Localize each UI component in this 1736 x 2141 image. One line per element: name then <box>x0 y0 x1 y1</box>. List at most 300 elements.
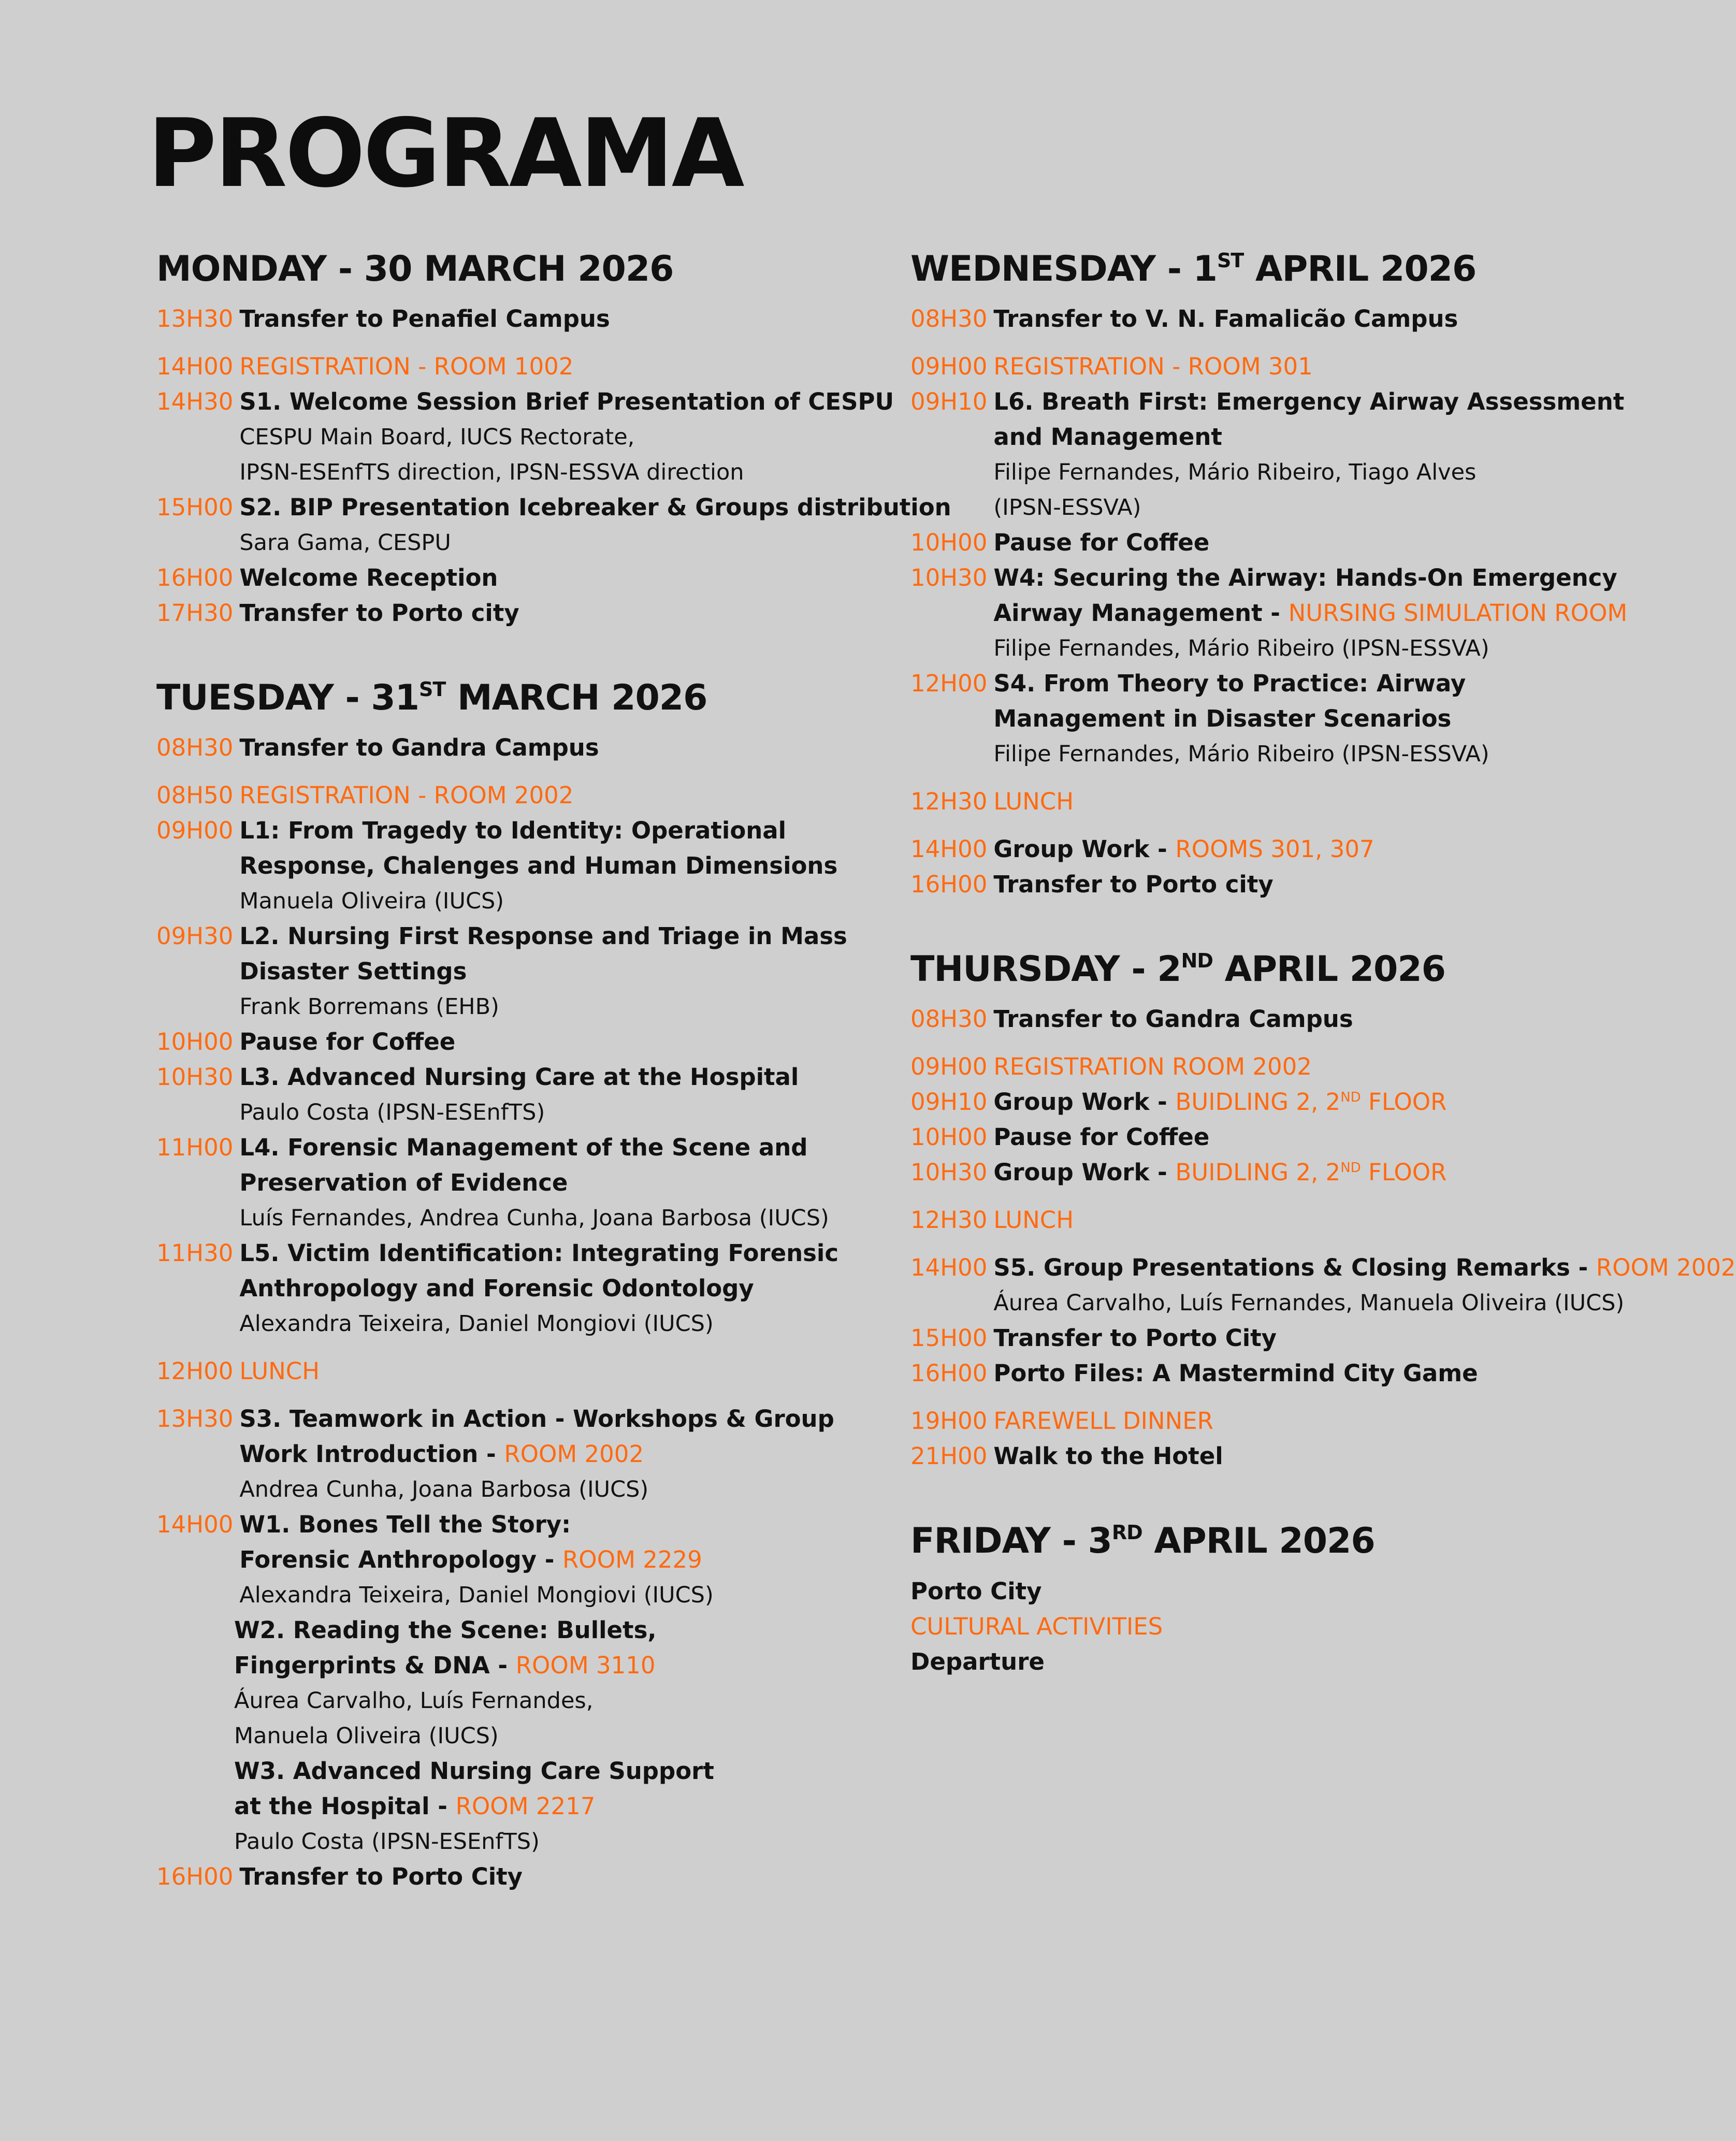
entry-body <box>993 784 1074 819</box>
entry-row <box>156 1060 830 1130</box>
speaker-line: Paulo Costa (IPSN-ESEnfTS) <box>239 1100 545 1126</box>
schedule-entry <box>910 1203 1656 1238</box>
entry-body <box>239 560 498 596</box>
entry-title-text: Transfer to Porto City <box>239 1863 523 1891</box>
entry-time: 10H30 <box>910 564 988 592</box>
speaker-line: Luís Fernandes, Andrea Cunha, Joana Barbosa (IUCS) <box>239 1205 829 1232</box>
entry-title-line <box>234 1754 714 1789</box>
entry-time: 12H00 <box>910 670 988 698</box>
entry-title-text: Porto Files: A Mastermind City Game <box>993 1359 1478 1387</box>
day-heading: FRIDAY - 3RD APRIL 2026 <box>910 1521 1375 1562</box>
entry-row <box>156 1859 830 1894</box>
entry-row <box>156 560 830 596</box>
entry-time: 12H30 <box>910 788 988 816</box>
entry-title-text: Disaster Settings <box>239 958 467 986</box>
entry-room: BUIDLING 2, 2 <box>1175 1159 1341 1187</box>
entry-room: ROOM 3110 <box>515 1652 656 1680</box>
entry-title-line <box>993 525 1209 560</box>
entry-row <box>910 832 1656 867</box>
entry-body <box>239 813 837 919</box>
entry-time: 10H00 <box>156 1028 234 1056</box>
schedule-list <box>910 301 1656 902</box>
entry-row <box>156 349 830 384</box>
entry-speakers <box>239 989 847 1024</box>
entry-title-text: Pause for Coffee <box>993 529 1210 557</box>
entry-time: 09H30 <box>156 922 234 950</box>
entry-title-line <box>239 1271 838 1306</box>
entry-row <box>156 1354 830 1389</box>
entry-title-text: Transfer to V. N. Famalicão Campus <box>993 305 1458 333</box>
entry-row <box>156 1024 830 1060</box>
entry-title-text: Transfer to Porto city <box>239 599 519 627</box>
entry-time: 10H30 <box>910 1159 988 1187</box>
day-heading: TUESDAY - 31ST MARCH 2026 <box>156 677 707 719</box>
schedule-entry <box>156 1024 830 1060</box>
entry-row <box>156 778 830 813</box>
entry-title-text: Welcome Reception <box>239 564 498 592</box>
entry-time: 12H00 <box>156 1357 234 1385</box>
entry-title-line <box>239 490 951 525</box>
entry-title-text: Fingerprints & DNA - <box>234 1652 516 1680</box>
entry-title-line <box>239 730 599 765</box>
schedule-entry <box>910 1250 1736 1321</box>
entry-time: 09H00 <box>910 1053 988 1081</box>
entry-body <box>993 1356 1478 1391</box>
entry-body <box>239 730 599 765</box>
entry-body <box>993 349 1312 384</box>
entry-time: 11H00 <box>156 1134 234 1162</box>
schedule-entry <box>156 301 830 337</box>
entry-row <box>910 349 1656 384</box>
entry-time: 14H30 <box>156 388 234 416</box>
entry-time: 09H00 <box>910 353 988 381</box>
entry-highlight: LUNCH <box>239 1357 320 1385</box>
entry-body <box>993 1404 1213 1439</box>
speaker-line: Andrea Cunha, Joana Barbosa (IUCS) <box>239 1477 649 1503</box>
entry-body <box>239 1354 320 1389</box>
day-wednesday <box>910 249 1656 902</box>
entry-title-line <box>239 560 498 596</box>
entry-body <box>993 1155 1446 1190</box>
entry-row <box>910 1049 1656 1084</box>
entry-time: 16H00 <box>910 871 988 899</box>
entry-highlight: REGISTRATION - ROOM 301 <box>993 353 1313 381</box>
schedule-entry <box>910 525 1656 560</box>
schedule-entry <box>156 778 830 813</box>
entry-title-line <box>993 301 1458 337</box>
entry-title-text: L3. Advanced Nursing Care at the Hospital <box>239 1063 799 1091</box>
entry-row <box>910 1120 1656 1155</box>
entry-time: 16H00 <box>156 1863 234 1891</box>
entry-body <box>239 1401 834 1507</box>
schedule-entry <box>910 560 1656 666</box>
entry-highlight: LUNCH <box>993 788 1074 816</box>
entry-time: 13H30 <box>156 305 234 333</box>
entry-title-line <box>234 1789 714 1824</box>
entry-row <box>910 1203 1656 1238</box>
entry-title-line <box>993 1084 1446 1120</box>
entry-room: FLOOR <box>1361 1159 1447 1187</box>
entry-highlight: REGISTRATION ROOM 2002 <box>993 1053 1312 1081</box>
schedule-entry <box>156 1354 830 1389</box>
day-heading: THURSDAY - 2ND APRIL 2026 <box>910 949 1445 990</box>
entry-title-text: L6. Breath First: Emergency Airway Assessment <box>993 388 1625 416</box>
schedule-list <box>156 730 847 1894</box>
schedule-entry <box>910 1120 1656 1155</box>
entry-title-text: Anthropology and Forensic Odontology <box>239 1275 754 1303</box>
schedule-entry <box>156 1236 839 1341</box>
entry-body <box>239 384 894 490</box>
entry-title-line <box>993 384 1624 419</box>
schedule-entry <box>910 1404 1656 1439</box>
schedule-entry <box>910 1356 1656 1391</box>
schedule-entry <box>910 666 1656 772</box>
entry-title-text: Forensic Anthropology - <box>239 1546 563 1574</box>
entry-speakers <box>993 631 1627 666</box>
entry-time: 15H00 <box>156 494 234 522</box>
entry-title-text: L2. Nursing First Response and Triage in Mass <box>239 922 847 950</box>
schedule-entry <box>910 867 1656 902</box>
entry-title-line <box>239 813 837 848</box>
entry-room: ROOM 2002 <box>1596 1254 1736 1282</box>
entry-title-text: L4. Forensic Management of the Scene and <box>239 1134 808 1162</box>
entry-row <box>910 1002 1656 1037</box>
entry-body <box>993 1084 1446 1120</box>
entry-title-line <box>993 701 1489 736</box>
entry-title-line <box>239 954 847 989</box>
entry-time: 08H50 <box>156 782 234 809</box>
day-heading: WEDNESDAY - 1ST APRIL 2026 <box>910 249 1477 290</box>
speaker-line: Filipe Fernandes, Mário Ribeiro (IPSN-ESSVA) <box>993 635 1489 662</box>
entry-time: 21H00 <box>910 1442 988 1470</box>
entry-body <box>993 867 1273 902</box>
entry-body <box>239 301 610 337</box>
entry-time: 08H30 <box>910 1005 988 1033</box>
speaker-line: (IPSN-ESSVA) <box>993 495 1141 521</box>
entry-time: 14H00 <box>910 1254 988 1282</box>
entry-title-line <box>993 596 1627 631</box>
entry-time: 16H00 <box>156 564 234 592</box>
entry-highlight: LUNCH <box>993 1206 1074 1234</box>
entry-title-line <box>239 1401 834 1437</box>
schedule-entry <box>156 730 830 765</box>
entry-body <box>234 1613 656 1754</box>
entry-body <box>239 919 847 1024</box>
entry-body <box>239 596 519 631</box>
entry-time: 16H00 <box>910 1359 988 1387</box>
entry-body <box>993 1120 1209 1155</box>
entry-title-line <box>239 1130 829 1165</box>
entry-row <box>156 813 838 919</box>
entry-title-text: W4: Securing the Airway: Hands-On Emergency <box>993 564 1617 592</box>
entry-row <box>156 1507 830 1613</box>
entry-highlight: FAREWELL DINNER <box>993 1407 1213 1435</box>
entry-title-line <box>993 832 1374 867</box>
entry-row <box>910 784 1656 819</box>
entry-speakers <box>239 884 837 919</box>
entry-speakers <box>239 1472 834 1507</box>
entry-title-line <box>239 1437 834 1472</box>
entry-title-text: L1: From Tragedy to Identity: Operational <box>239 817 787 845</box>
friday-activities: CULTURAL ACTIVITIES <box>910 1612 1163 1640</box>
entry-title-text: Management in Disaster Scenarios <box>993 705 1452 733</box>
schedule-entry <box>910 1321 1656 1356</box>
day-friday <box>910 1521 1656 1679</box>
entry-room: ROOMS 301, 307 <box>1175 835 1375 863</box>
entry-time: 10H00 <box>910 1123 988 1151</box>
schedule-entry <box>910 832 1656 867</box>
entry-title-line <box>993 1250 1735 1285</box>
entry-title-line <box>239 1060 799 1095</box>
schedule-entry <box>156 1060 830 1130</box>
entry-room-sup: ND <box>1340 1160 1361 1176</box>
entry-title-text: Transfer to Gandra Campus <box>239 734 599 762</box>
entry-title-text: Work Introduction - <box>239 1440 504 1468</box>
schedule-entry <box>156 1507 830 1613</box>
entry-title-line <box>993 1321 1277 1356</box>
schedule-entry <box>156 1859 830 1894</box>
friday-departure: Departure <box>910 1647 1045 1675</box>
entry-time: 09H00 <box>156 817 234 845</box>
entry-body <box>993 560 1627 666</box>
entry-title-line <box>993 560 1627 596</box>
entry-row <box>156 596 830 631</box>
entry-row <box>910 560 1656 666</box>
entry-time: 13H30 <box>156 1405 234 1433</box>
entry-title-text: Pause for Coffee <box>993 1123 1210 1151</box>
entry-time: 11H30 <box>156 1239 234 1267</box>
entry-room: NURSING SIMULATION ROOM <box>1288 599 1628 627</box>
entry-row <box>910 525 1656 560</box>
entry-title-text: W1. Bones Tell the Story: <box>239 1511 571 1539</box>
schedule-entry <box>156 813 838 919</box>
entry-title-text: Group Work - <box>993 1159 1176 1187</box>
entry-speakers <box>993 1285 1735 1321</box>
friday-location: Porto City <box>910 1577 1042 1605</box>
entry-row <box>156 301 830 337</box>
entry-body <box>993 1250 1735 1321</box>
entry-title-text: W2. Reading the Scene: Bullets, <box>234 1616 657 1644</box>
entry-body <box>239 1024 455 1060</box>
speaker-line: Áurea Carvalho, Luís Fernandes, <box>234 1688 594 1714</box>
entry-row <box>910 666 1656 772</box>
entry-time: 19H00 <box>910 1407 988 1435</box>
entry-highlight: REGISTRATION - ROOM 1002 <box>239 353 574 381</box>
entry-title-line <box>239 1024 455 1060</box>
schedule-entry <box>910 1002 1656 1037</box>
entry-title-text: S4. From Theory to Practice: Airway <box>993 670 1466 698</box>
entry-title-line <box>234 1648 656 1683</box>
entry-title-text: at the Hospital - <box>234 1792 456 1820</box>
entry-body <box>239 1236 838 1341</box>
schedule-entry <box>910 1439 1656 1474</box>
entry-row <box>156 384 894 490</box>
entry-body <box>993 525 1209 560</box>
entry-title-line <box>993 1120 1209 1155</box>
entry-title-text: S3. Teamwork in Action - Workshops & Group <box>239 1405 834 1433</box>
entry-body <box>239 1859 523 1894</box>
entry-title-text: Group Work - <box>993 835 1176 863</box>
entry-speakers <box>239 1306 838 1341</box>
entry-row <box>910 1439 1656 1474</box>
entry-row <box>234 1613 830 1754</box>
entry-room: ROOM 2217 <box>455 1792 596 1820</box>
entry-row <box>910 301 1656 337</box>
entry-title-line <box>239 919 847 954</box>
schedule-entry <box>910 1155 1656 1190</box>
entry-title-text: Response, Chalenges and Human Dimensions <box>239 852 838 880</box>
entry-row <box>910 1155 1656 1190</box>
entry-speakers <box>239 419 894 490</box>
entry-row <box>234 1754 830 1859</box>
schedule-entry <box>910 301 1656 337</box>
entry-title-line <box>239 301 610 337</box>
schedule-entry <box>910 384 1656 525</box>
entry-body <box>993 384 1624 525</box>
entry-body <box>234 1754 714 1859</box>
entry-room: BUIDLING 2, 2 <box>1175 1088 1341 1116</box>
entry-title-text: Transfer to Porto city <box>993 871 1274 899</box>
schedule-entry <box>156 919 847 1024</box>
entry-title-text: S5. Group Presentations & Closing Remarks - <box>993 1254 1596 1282</box>
entry-title-line <box>993 1155 1446 1190</box>
speaker-line: Paulo Costa (IPSN-ESEnfTS) <box>234 1829 540 1855</box>
entry-title-line <box>239 1542 713 1578</box>
entry-speakers <box>993 455 1624 525</box>
entry-title-text: Preservation of Evidence <box>239 1169 568 1197</box>
entry-row <box>156 1401 834 1507</box>
entry-room: ROOM 2002 <box>504 1440 644 1468</box>
entry-time: 15H00 <box>910 1324 988 1352</box>
entry-body <box>993 1002 1353 1037</box>
schedule-entry <box>156 1613 830 1754</box>
entry-body <box>993 1321 1277 1356</box>
entry-speakers <box>239 1200 829 1236</box>
entry-row <box>910 1084 1656 1120</box>
entry-title-text: Transfer to Gandra Campus <box>993 1005 1353 1033</box>
entry-speakers <box>239 1578 713 1613</box>
entry-title-line <box>239 384 894 419</box>
entry-body <box>993 832 1374 867</box>
entry-body <box>993 301 1458 337</box>
entry-title-line <box>239 1859 523 1894</box>
right-column <box>910 249 1736 1726</box>
speaker-line: IPSN-ESEnfTS direction, IPSN-ESSVA direction <box>239 459 744 486</box>
entry-title-line <box>239 1236 838 1271</box>
schedule-entry <box>156 384 894 490</box>
speaker-line: Manuela Oliveira (IUCS) <box>239 888 504 915</box>
entry-row <box>910 1250 1736 1321</box>
entry-time: 10H00 <box>910 529 988 557</box>
entry-title-line <box>993 1356 1478 1391</box>
entry-body <box>239 1060 799 1130</box>
entry-title-text: and Management <box>993 423 1222 451</box>
entry-title-line <box>239 596 519 631</box>
schedule-entry <box>910 1049 1656 1084</box>
entry-row <box>910 1404 1656 1439</box>
entry-room-sup: ND <box>1340 1090 1361 1106</box>
entry-time: 14H00 <box>156 1511 234 1539</box>
entry-row <box>156 919 847 1024</box>
entry-title-text: S2. BIP Presentation Icebreaker & Groups distribution <box>239 494 951 522</box>
entry-title-line <box>993 867 1273 902</box>
entry-title-line <box>993 1002 1353 1037</box>
entry-body <box>239 778 573 813</box>
entry-title-text: S1. Welcome Session Brief Presentation of CESPU <box>239 388 894 416</box>
entry-title-line <box>993 666 1489 701</box>
entry-body <box>239 1130 829 1236</box>
schedule-entry <box>910 349 1656 384</box>
entry-row <box>910 867 1656 902</box>
speaker-line: Manuela Oliveira (IUCS) <box>234 1723 499 1749</box>
entry-body <box>239 349 573 384</box>
speaker-line: Alexandra Teixeira, Daniel Mongiovi (IUCS) <box>239 1582 714 1609</box>
day-thursday <box>910 949 1736 1474</box>
entry-title-text: Transfer to Porto City <box>993 1324 1277 1352</box>
speaker-line: CESPU Main Board, IUCS Rectorate, <box>239 424 635 451</box>
entry-room: ROOM 2229 <box>562 1546 702 1574</box>
speaker-line: Frank Borremans (EHB) <box>239 994 499 1020</box>
entry-speakers <box>234 1683 656 1754</box>
speaker-line: Filipe Fernandes, Mário Ribeiro (IPSN-ESSVA) <box>993 741 1489 768</box>
entry-body <box>993 1439 1223 1474</box>
entry-time: 14H00 <box>156 353 234 381</box>
speaker-line: Sara Gama, CESPU <box>239 530 451 556</box>
entry-title-line <box>239 848 837 884</box>
speaker-line: Áurea Carvalho, Luís Fernandes, Manuela Oliveira (IUCS) <box>993 1290 1625 1317</box>
speaker-line: Alexandra Teixeira, Daniel Mongiovi (IUCS) <box>239 1311 714 1337</box>
entry-room: FLOOR <box>1361 1088 1447 1116</box>
entry-speakers <box>993 736 1489 772</box>
day-heading: MONDAY - 30 MARCH 2026 <box>156 249 674 290</box>
entry-time: 12H30 <box>910 1206 988 1234</box>
page-title: PROGRAMA <box>148 98 743 208</box>
schedule-entry <box>910 1084 1656 1120</box>
entry-row <box>910 1321 1656 1356</box>
entry-title-text: Group Work - <box>993 1088 1176 1116</box>
schedule-entry <box>156 1401 834 1507</box>
entry-row <box>156 730 830 765</box>
entry-row <box>156 1130 830 1236</box>
entry-title-line <box>993 419 1624 455</box>
schedule-list <box>910 1002 1736 1474</box>
schedule-entry <box>156 596 830 631</box>
entry-row <box>910 1356 1656 1391</box>
entry-highlight: REGISTRATION - ROOM 2002 <box>239 782 574 809</box>
schedule-entry <box>156 1130 830 1236</box>
entry-title-line <box>239 1165 829 1200</box>
entry-body <box>239 1507 713 1613</box>
entry-title-text: L5. Victim Identification: Integrating Forensic <box>239 1239 839 1267</box>
entry-title-line <box>993 1439 1223 1474</box>
entry-title-text: W3. Advanced Nursing Care Support <box>234 1757 714 1785</box>
entry-time: 09H10 <box>910 388 988 416</box>
entry-body <box>993 1049 1312 1084</box>
entry-body <box>993 1203 1074 1238</box>
entry-title-text: Walk to the Hotel <box>993 1442 1223 1470</box>
schedule-entry <box>156 349 830 384</box>
entry-title-line <box>234 1613 656 1648</box>
entry-body <box>993 666 1489 772</box>
entry-title-text: Airway Management - <box>993 599 1289 627</box>
entry-row <box>910 384 1656 525</box>
entry-speakers <box>239 1095 799 1130</box>
speaker-line: Filipe Fernandes, Mário Ribeiro, Tiago Alves <box>993 459 1477 486</box>
entry-time: 10H30 <box>156 1063 234 1091</box>
day-tuesday <box>156 677 847 1894</box>
entry-row <box>156 1236 839 1341</box>
entry-speakers <box>234 1824 714 1859</box>
